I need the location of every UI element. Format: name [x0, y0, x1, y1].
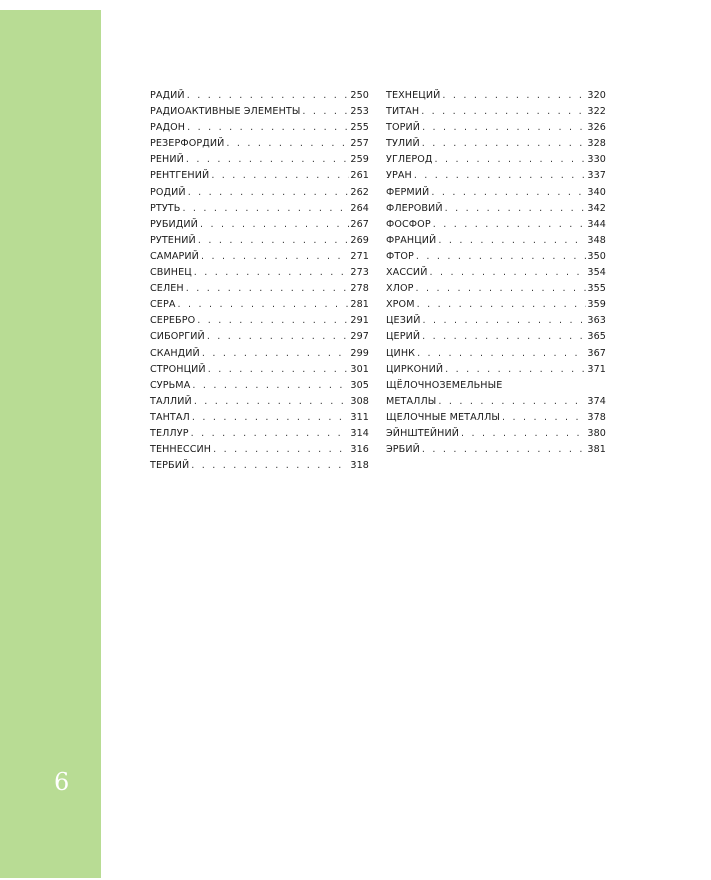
toc-entry-page: 330	[587, 154, 606, 166]
toc-entry-page: 262	[350, 186, 369, 198]
toc-entry-page: 299	[350, 347, 369, 359]
toc-entry-page: 267	[350, 218, 369, 230]
toc-leader-dots	[191, 458, 349, 474]
toc-entry-name: СИБОРГИЙ	[150, 331, 205, 343]
toc-leader-dots	[201, 249, 349, 265]
toc-entry	[386, 185, 606, 201]
toc-entry-name: РАДИЙ	[150, 90, 185, 101]
toc-entry	[386, 281, 606, 297]
toc-leader-dots	[422, 442, 586, 458]
toc-entry-name: СУРЬМА	[150, 379, 191, 391]
toc-entry-name: РАДИОАКТИВНЫЕ ЭЛЕМЕНТЫ	[150, 106, 301, 118]
toc-entry-name: ТУЛИЙ	[386, 138, 420, 150]
toc-entry	[150, 394, 369, 410]
toc-leader-dots	[208, 362, 350, 378]
toc-entry-page: 380	[587, 427, 606, 439]
toc-leader-dots	[302, 104, 349, 120]
toc-entry	[386, 88, 606, 104]
toc-entry	[386, 313, 606, 329]
toc-entry-name: ТЕННЕССИН	[150, 444, 212, 456]
toc-entry-page: 264	[350, 202, 369, 214]
toc-entry	[386, 120, 606, 136]
toc-entry	[150, 152, 369, 168]
toc-entry-page: 301	[350, 363, 369, 375]
toc-entry	[150, 281, 369, 297]
toc-entry-name: ФРАНЦИЙ	[386, 234, 437, 246]
page-sidebar	[0, 10, 101, 878]
toc-entry-page: 297	[350, 331, 369, 343]
toc-entry	[386, 442, 606, 458]
toc-entry-page: 371	[587, 363, 606, 375]
toc-entry	[150, 120, 369, 136]
toc-leader-dots	[417, 297, 587, 313]
toc-entry	[386, 362, 606, 378]
toc-leader-dots	[197, 313, 349, 329]
toc-leader-dots	[191, 426, 350, 442]
toc-entry-page: 326	[587, 122, 606, 134]
toc-leader-dots	[445, 362, 586, 378]
toc-entry-page: 322	[587, 106, 606, 118]
toc-entry-page: 278	[350, 283, 369, 295]
toc-entry-name: УРАН	[386, 170, 412, 182]
page-number: 6	[54, 768, 70, 796]
toc-entry-page: 354	[587, 267, 606, 279]
toc-leader-dots	[178, 297, 350, 313]
toc-entry-page: 350	[587, 250, 606, 262]
toc-entry-name: ТЕЛЛУР	[150, 427, 189, 439]
toc-leader-dots	[186, 281, 350, 297]
toc-entry	[386, 249, 606, 265]
toc-entry-name: РАДОН	[150, 122, 186, 134]
toc-entry-page: 273	[350, 267, 369, 279]
toc-leader-dots	[414, 168, 587, 184]
toc-entry-name: РЕЗЕРФОРДИЙ	[150, 138, 225, 150]
toc-entry-page: 314	[350, 427, 369, 439]
toc-entry	[386, 152, 606, 168]
toc-entry-page: 320	[587, 90, 606, 101]
toc-entry-name: СКАНДИЙ	[150, 347, 200, 359]
toc-entry-name: ЭРБИЙ	[386, 444, 420, 456]
toc-leader-dots	[417, 346, 586, 362]
toc-entry-page: 378	[587, 411, 606, 423]
toc-entry	[150, 329, 369, 345]
toc-leader-dots	[187, 88, 350, 104]
toc-entry-name: ЭЙНШТЕЙНИЙ	[386, 427, 460, 439]
toc-leader-dots	[431, 185, 586, 201]
toc-leader-dots	[211, 168, 349, 184]
toc-entry-name: ЦИНК	[386, 347, 416, 359]
toc-entry-page: 259	[350, 154, 369, 166]
toc-entry-name: РЕНИЙ	[150, 154, 184, 166]
toc-leader-dots	[421, 104, 586, 120]
toc-entry-name: ТЕРБИЙ	[150, 460, 190, 472]
toc-entry	[150, 136, 369, 152]
toc-leader-dots	[416, 281, 587, 297]
toc-entry-page: 374	[587, 395, 606, 407]
toc-entry	[386, 394, 606, 410]
toc-entry-page: 271	[350, 250, 369, 262]
toc-entry-page: 316	[350, 444, 369, 456]
toc-entry	[150, 297, 369, 313]
toc-leader-dots	[182, 201, 349, 217]
toc-leader-dots	[502, 410, 586, 426]
toc-leader-dots	[445, 201, 587, 217]
toc-entry	[150, 168, 369, 184]
toc-entry	[150, 233, 369, 249]
toc-entry-name: РОДИЙ	[150, 186, 186, 198]
toc-leader-dots	[194, 394, 350, 410]
toc-entry-name: РУТЕНИЙ	[150, 234, 196, 246]
toc-entry	[386, 201, 606, 217]
toc-entry	[150, 346, 369, 362]
toc-leader-dots	[200, 217, 349, 233]
toc-entry-name: СЕРЕБРО	[150, 315, 196, 327]
toc-entry-page: 367	[587, 347, 606, 359]
toc-leader-dots	[433, 217, 587, 233]
toc-entry-page: 340	[587, 186, 606, 198]
toc-entry	[386, 217, 606, 233]
toc-entry-name: СЕРА	[150, 299, 176, 311]
toc-entry	[150, 88, 369, 104]
toc-entry-name: ТЕХНЕЦИЙ	[386, 90, 441, 101]
toc-entry	[150, 104, 369, 120]
toc-entry-page: 337	[587, 170, 606, 182]
toc-entry-page: 281	[350, 299, 369, 311]
toc-entry	[150, 313, 369, 329]
toc-leader-dots	[438, 233, 586, 249]
toc-entry	[386, 233, 606, 249]
toc-entry	[386, 297, 606, 313]
toc-entry	[386, 265, 606, 281]
toc-entry-name: РЕНТГЕНИЙ	[150, 170, 210, 182]
toc-entry-page: 318	[350, 460, 369, 472]
toc-entry	[386, 346, 606, 362]
toc-leader-dots	[416, 249, 587, 265]
toc-entry-name: СТРОНЦИЙ	[150, 363, 206, 375]
toc-leader-dots	[187, 120, 349, 136]
toc-leader-dots	[442, 88, 586, 104]
toc-entry	[386, 410, 606, 426]
toc-entry	[386, 104, 606, 120]
toc-entry	[150, 217, 369, 233]
toc-leader-dots	[186, 152, 349, 168]
toc-entry-name: ЦИРКОНИЙ	[386, 363, 444, 375]
toc-entry-page: 261	[350, 170, 369, 182]
toc-leader-dots	[198, 233, 350, 249]
toc-entry	[150, 362, 369, 378]
toc-entry	[150, 378, 369, 394]
toc-leader-dots	[188, 185, 350, 201]
toc-left-column	[150, 88, 369, 474]
toc-entry	[386, 329, 606, 345]
toc-entry-name: СЕЛЕН	[150, 283, 184, 295]
toc-entry	[386, 426, 606, 442]
toc-entry-page: 363	[587, 315, 606, 327]
toc-leader-dots	[207, 329, 350, 345]
toc-entry-name: ХРОМ	[386, 299, 415, 311]
toc-entry-name: ЩЕЛОЧНЫЕ МЕТАЛЛЫ	[386, 411, 500, 423]
toc-leader-dots	[194, 265, 350, 281]
toc-entry-name: ФОСФОР	[386, 218, 431, 230]
toc-entry-page: 257	[350, 138, 369, 150]
toc-entry-page: 359	[587, 299, 606, 311]
toc-entry-page: 328	[587, 138, 606, 150]
toc-entry-name: САМАРИЙ	[150, 250, 199, 262]
toc-entry-name: ЦЕРИЙ	[386, 331, 421, 343]
toc-entry	[150, 265, 369, 281]
toc-entry-name: ТАЛЛИЙ	[150, 395, 192, 407]
toc-leader-dots	[422, 136, 587, 152]
toc-entry-page: 305	[350, 379, 369, 391]
toc-entry-page: 342	[587, 202, 606, 214]
toc-entry-page: 250	[350, 90, 369, 101]
toc-entry-page: 269	[350, 234, 369, 246]
toc-entry-name: ФЕРМИЙ	[386, 186, 430, 198]
toc-entry-name: МЕТАЛЛЫ	[386, 395, 437, 407]
toc-entry-page: 308	[350, 395, 369, 407]
toc-entry-name: УГЛЕРОД	[386, 154, 433, 166]
toc-entry	[150, 185, 369, 201]
toc-leader-dots	[430, 265, 587, 281]
toc-entry-page: 348	[587, 234, 606, 246]
toc-right-column	[386, 88, 606, 458]
toc-entry-name: ТИТАН	[386, 106, 420, 118]
toc-entry	[150, 410, 369, 426]
toc-leader-dots	[423, 313, 587, 329]
toc-entry-page: 355	[587, 283, 606, 295]
toc-entry	[150, 442, 369, 458]
toc-entry-page: 291	[350, 315, 369, 327]
toc-entry	[150, 458, 369, 474]
toc-entry-page: 255	[350, 122, 369, 134]
toc-leader-dots	[435, 152, 587, 168]
toc-leader-dots	[226, 136, 349, 152]
toc-leader-dots	[461, 426, 586, 442]
toc-leader-dots	[192, 378, 349, 394]
toc-entry-name: ЦЕЗИЙ	[386, 315, 421, 327]
toc-leader-dots	[213, 442, 349, 458]
toc-entry-name: СВИНЕЦ	[150, 267, 192, 279]
toc-entry-heading: ЩЁЛОЧНОЗЕМЕЛЬНЫЕ	[386, 379, 503, 391]
toc-entry	[150, 249, 369, 265]
toc-entry-name: ХЛОР	[386, 283, 414, 295]
toc-entry-name: РТУТЬ	[150, 202, 181, 214]
toc-leader-dots	[202, 346, 350, 362]
toc-leader-dots	[438, 394, 586, 410]
toc-leader-dots	[422, 120, 586, 136]
toc-entry	[150, 201, 369, 217]
toc-entry-name: РУБИДИЙ	[150, 218, 198, 230]
toc-entry-name: ТОРИЙ	[386, 122, 421, 134]
toc-entry	[150, 426, 369, 442]
toc-entry-name: ХАССИЙ	[386, 267, 428, 279]
toc-entry-name: ТАНТАЛ	[150, 411, 190, 423]
toc-entry-page: 381	[587, 444, 606, 456]
toc-leader-dots	[192, 410, 350, 426]
toc-entry-name: ФТОР	[386, 250, 414, 262]
toc-entry-page: 311	[350, 411, 369, 423]
toc-entry-page: 253	[350, 106, 369, 118]
toc-entry	[386, 168, 606, 184]
toc-leader-dots	[422, 329, 586, 345]
toc-entry	[386, 136, 606, 152]
toc-entry-name: ФЛЕРОВИЙ	[386, 202, 443, 214]
toc-entry-page: 365	[587, 331, 606, 343]
toc-entry-page: 344	[587, 218, 606, 230]
